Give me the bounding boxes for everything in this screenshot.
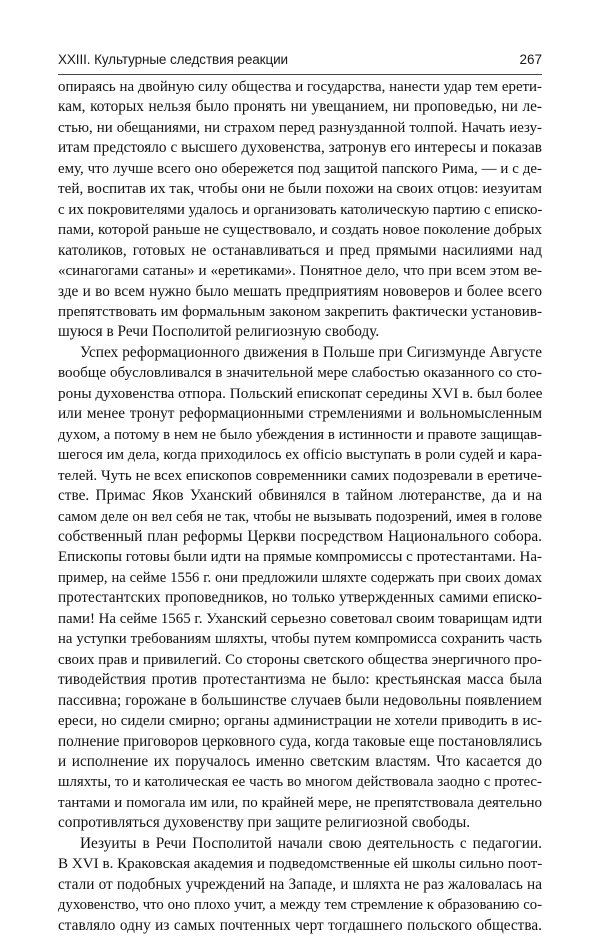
text-line: ереси, но сидели смирно; органы администрации не хотели приводить в ис- (58, 713, 542, 730)
page-number: 267 (519, 52, 542, 67)
text-line: стве. Примас Яков Уханский обвинялся в тайном лютеранстве, да и на (58, 487, 542, 505)
text-line: сопротивляться духовенству при защите религиозной свободы. (58, 814, 471, 832)
text-line: духом, а потому в нем не было убеждения в истинности и правоте защищав- (58, 426, 542, 443)
text-line: пами, которой раньше не существовало, и создать новое поколение добрых (58, 222, 542, 239)
text-line: стью, ни обещаниями, ни страхом перед разнузданной толпой. Начать иезу- (58, 119, 542, 136)
text-line: или менее тронут реформационными стремлениями и вольномысленным (58, 405, 542, 423)
text-line: и исполнение их поручалось именно светским властям. Что касается до (58, 752, 542, 770)
text-line: В XVI в. Краковская академия и подведомственные ей школы сильно поот- (58, 856, 542, 873)
text-line: полнение приговоров церковного суда, когда таковые еще постановлялись (58, 732, 542, 750)
text-line: кам, которых нельзя было пронять ни увещанием, ни проповедью, ни ле- (58, 98, 542, 116)
text-line: собственный план реформы Церкви посредством Национального собора. (58, 527, 542, 545)
text-line: шляхты, то и католическая ее часть во многом действовала заодно с протес- (58, 774, 542, 791)
text-line: пассивна; горожане в большинстве случаев были недовольны появлением (58, 691, 542, 709)
text-line: шегося им дела, когда приходилось ex officio выступать в роли судей и карa- (58, 447, 542, 464)
header-rule (58, 74, 542, 75)
paragraph-3 (58, 834, 542, 936)
text-line: католиков, готовых не останавливаться и пред прямыми насилиями над (58, 241, 542, 259)
text-line: Иезуиты в Речи Посполитой начали свою деятельность с педагогии. (80, 834, 542, 852)
text-line: вообще обусловливался в значительной мере слабостью оказанного со сто- (58, 365, 542, 382)
text-line: с их покровителями удалось и организовать католическую партию с еписко- (58, 201, 542, 218)
text-line: пример, на сейме 1556 г. они предложили шляхте содержать при своих домах (58, 569, 542, 586)
text-line: «синагогами сатаны» и «еретиками». Понятное дело, что при всем этом ве- (58, 263, 542, 280)
text-line: стали от подобных учреждений на Западе, и шляхта не раз жаловалась на (58, 875, 542, 893)
paragraph-1 (58, 77, 542, 343)
text-line: протестантских проповедников, но только утвержденных самими еписко- (58, 589, 542, 607)
text-line: шуюся в Речи Посполитой религиозную свободу. (58, 323, 380, 341)
text-line: опираясь на двойную силу общества и государства, нанести удар тем ерети- (58, 79, 542, 95)
text-line: пами! На сейме 1565 г. Уханский серьезно советовал своим товарищам идти (58, 610, 542, 627)
section-title: XXIII. Культурные следствия реакции (58, 52, 288, 67)
text-line: самом деле он вел себя не так, чтобы не вызывать подозрений, имея в голове (58, 508, 542, 525)
text-line: ставляло одну из самых почтенных черт тогдашнего польского общества. (58, 916, 542, 934)
text-line: роны духовенства отпора. Польский епископат середины XVI в. был более (58, 384, 542, 402)
text-line: итам предстояло с высшего духовенства, затронув его интересы и показав (58, 139, 542, 157)
running-header (58, 52, 542, 72)
text-line: своих прав и привилегий. Со стороны светского общества энергичного про- (58, 651, 542, 668)
text-line: Успех реформационного движения в Польше при Сигизмунде Августе (80, 343, 542, 361)
text-line: тантами и помогала им или, по крайней мере, не препятствовала деятельно (58, 794, 542, 811)
text-line: на уступки требованиям шляхты, чтобы путем компромисса сохранить часть (58, 631, 542, 648)
text-line: ему, что лучше всего оно обережется под защитой папского Рима, — и с де- (58, 160, 542, 177)
text-line: Епископы готовы были идти на прямые компромиссы с протестантами. На- (58, 549, 542, 566)
text-line: зде и во всем нужно было мешать предприятиям нововеров и более всего (58, 282, 542, 300)
text-line: телей. Чуть не всех епископов современники самих подозревали в еретиче- (58, 467, 542, 484)
text-line: тей, воспитав их так, чтобы они не были похожи на своих отцов: иезуитам (58, 180, 542, 198)
text-line: духовенство, что оно плохо учит, а между тем стремление к образованию со- (58, 897, 542, 914)
body-text (58, 77, 542, 936)
text-line: тиводействия против протестантизма не было: крестьянская масса была (58, 671, 542, 689)
text-line: препятствовать им формальным законом закрепить фактически установив- (58, 303, 542, 320)
paragraph-2 (58, 343, 542, 834)
